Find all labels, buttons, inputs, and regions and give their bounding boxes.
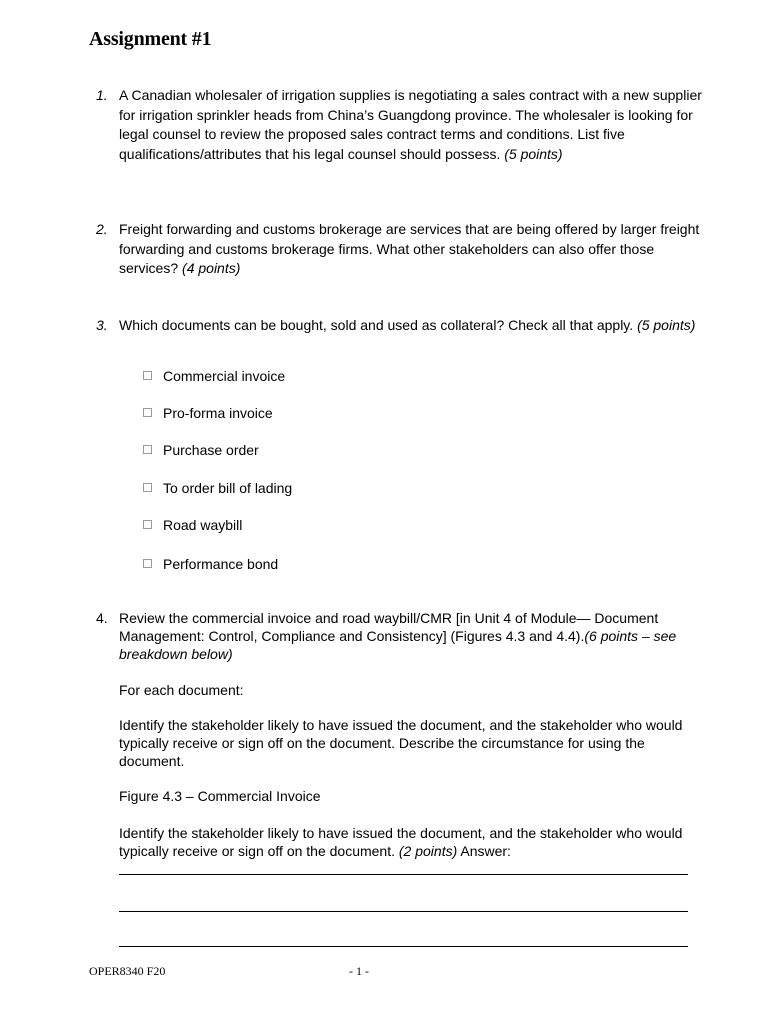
question-number: 2. bbox=[96, 221, 108, 237]
question-2 bbox=[96, 220, 708, 279]
answer-line[interactable] bbox=[119, 911, 688, 912]
checkbox-option[interactable] bbox=[143, 555, 278, 573]
question-body: Freight forwarding and customs brokerage are services that are being offered by larger freight forwarding and customs brokerage firms. What other stakeholders can also offer those services? bbox=[119, 221, 700, 276]
question-points: (5 points) bbox=[637, 317, 696, 333]
for-each-label: For each document: bbox=[119, 682, 244, 698]
checkbox-option[interactable] bbox=[143, 479, 292, 497]
answer-label: Answer: bbox=[457, 843, 511, 859]
checkbox-icon[interactable] bbox=[143, 520, 152, 529]
checkbox-option[interactable] bbox=[143, 441, 259, 459]
question-text bbox=[119, 86, 708, 164]
checkbox-label: Commercial invoice bbox=[163, 368, 286, 384]
question-1 bbox=[96, 86, 708, 164]
instruction-text: Identify the stakeholder likely to have issued the document, and the stakeholder who would typically receive or sign off on the document. bbox=[119, 825, 683, 859]
question-points: (6 points – see breakdown below) bbox=[119, 628, 677, 662]
answer-line[interactable] bbox=[119, 946, 688, 947]
page-title: Assignment #1 bbox=[89, 28, 212, 50]
checkbox-icon[interactable] bbox=[143, 408, 152, 417]
checkbox-label: Purchase order bbox=[163, 442, 259, 458]
checkbox-icon[interactable] bbox=[143, 483, 152, 492]
checkbox-label: Road waybill bbox=[163, 517, 243, 533]
answer-line[interactable] bbox=[119, 874, 688, 875]
question-number: 4. bbox=[96, 610, 108, 626]
instruction-paragraph: Identify the stakeholder likely to have issued the document, and the stakeholder who would typically receive or sign off on the document. Describe the circumstance for using the document. bbox=[119, 717, 683, 769]
question-body: Which documents can be bought, sold and used as collateral? Check all that apply. bbox=[119, 317, 638, 333]
question-body: Review the commercial invoice and road waybill/CMR [in Unit 4 of Module— Document Management: Control, Compliance and Consistency] (Figures 4.3 and 4.4). bbox=[119, 610, 659, 644]
checkbox-label: To order bill of lading bbox=[163, 480, 293, 496]
question-text bbox=[119, 220, 708, 279]
checkbox-option[interactable] bbox=[143, 367, 285, 385]
question-text bbox=[119, 316, 708, 334]
question-number: 1. bbox=[96, 87, 108, 103]
checkbox-icon[interactable] bbox=[143, 559, 152, 568]
question-points: (2 points) bbox=[398, 843, 458, 859]
question-text bbox=[119, 609, 708, 663]
question-3 bbox=[96, 316, 708, 334]
question-number: 3. bbox=[96, 317, 108, 333]
checkbox-option[interactable] bbox=[143, 516, 242, 534]
checkbox-label: Pro-forma invoice bbox=[163, 405, 273, 421]
question-points: (4 points) bbox=[182, 260, 241, 276]
question-4 bbox=[96, 609, 708, 663]
footer-page-number: - 1 - bbox=[349, 964, 369, 978]
checkbox-label: Performance bond bbox=[163, 556, 279, 572]
checkbox-icon[interactable] bbox=[143, 445, 152, 454]
checkbox-icon[interactable] bbox=[143, 371, 152, 380]
footer-course-code: OPER8340 F20 bbox=[89, 964, 166, 978]
question-body: A Canadian wholesaler of irrigation supplies is negotiating a sales contract with a new supplier for irrigation sprinkler heads from China’s Guangdong province. The wholesaler is looking for legal counsel to review the proposed sales contract terms and conditions. List five qualifications/attributes that his legal counsel should possess. bbox=[119, 87, 702, 162]
instruction-paragraph-2 bbox=[119, 824, 709, 860]
figure-caption: Figure 4.3 – Commercial Invoice bbox=[119, 788, 321, 804]
question-points: (5 points) bbox=[504, 145, 563, 162]
checkbox-option[interactable] bbox=[143, 404, 273, 422]
